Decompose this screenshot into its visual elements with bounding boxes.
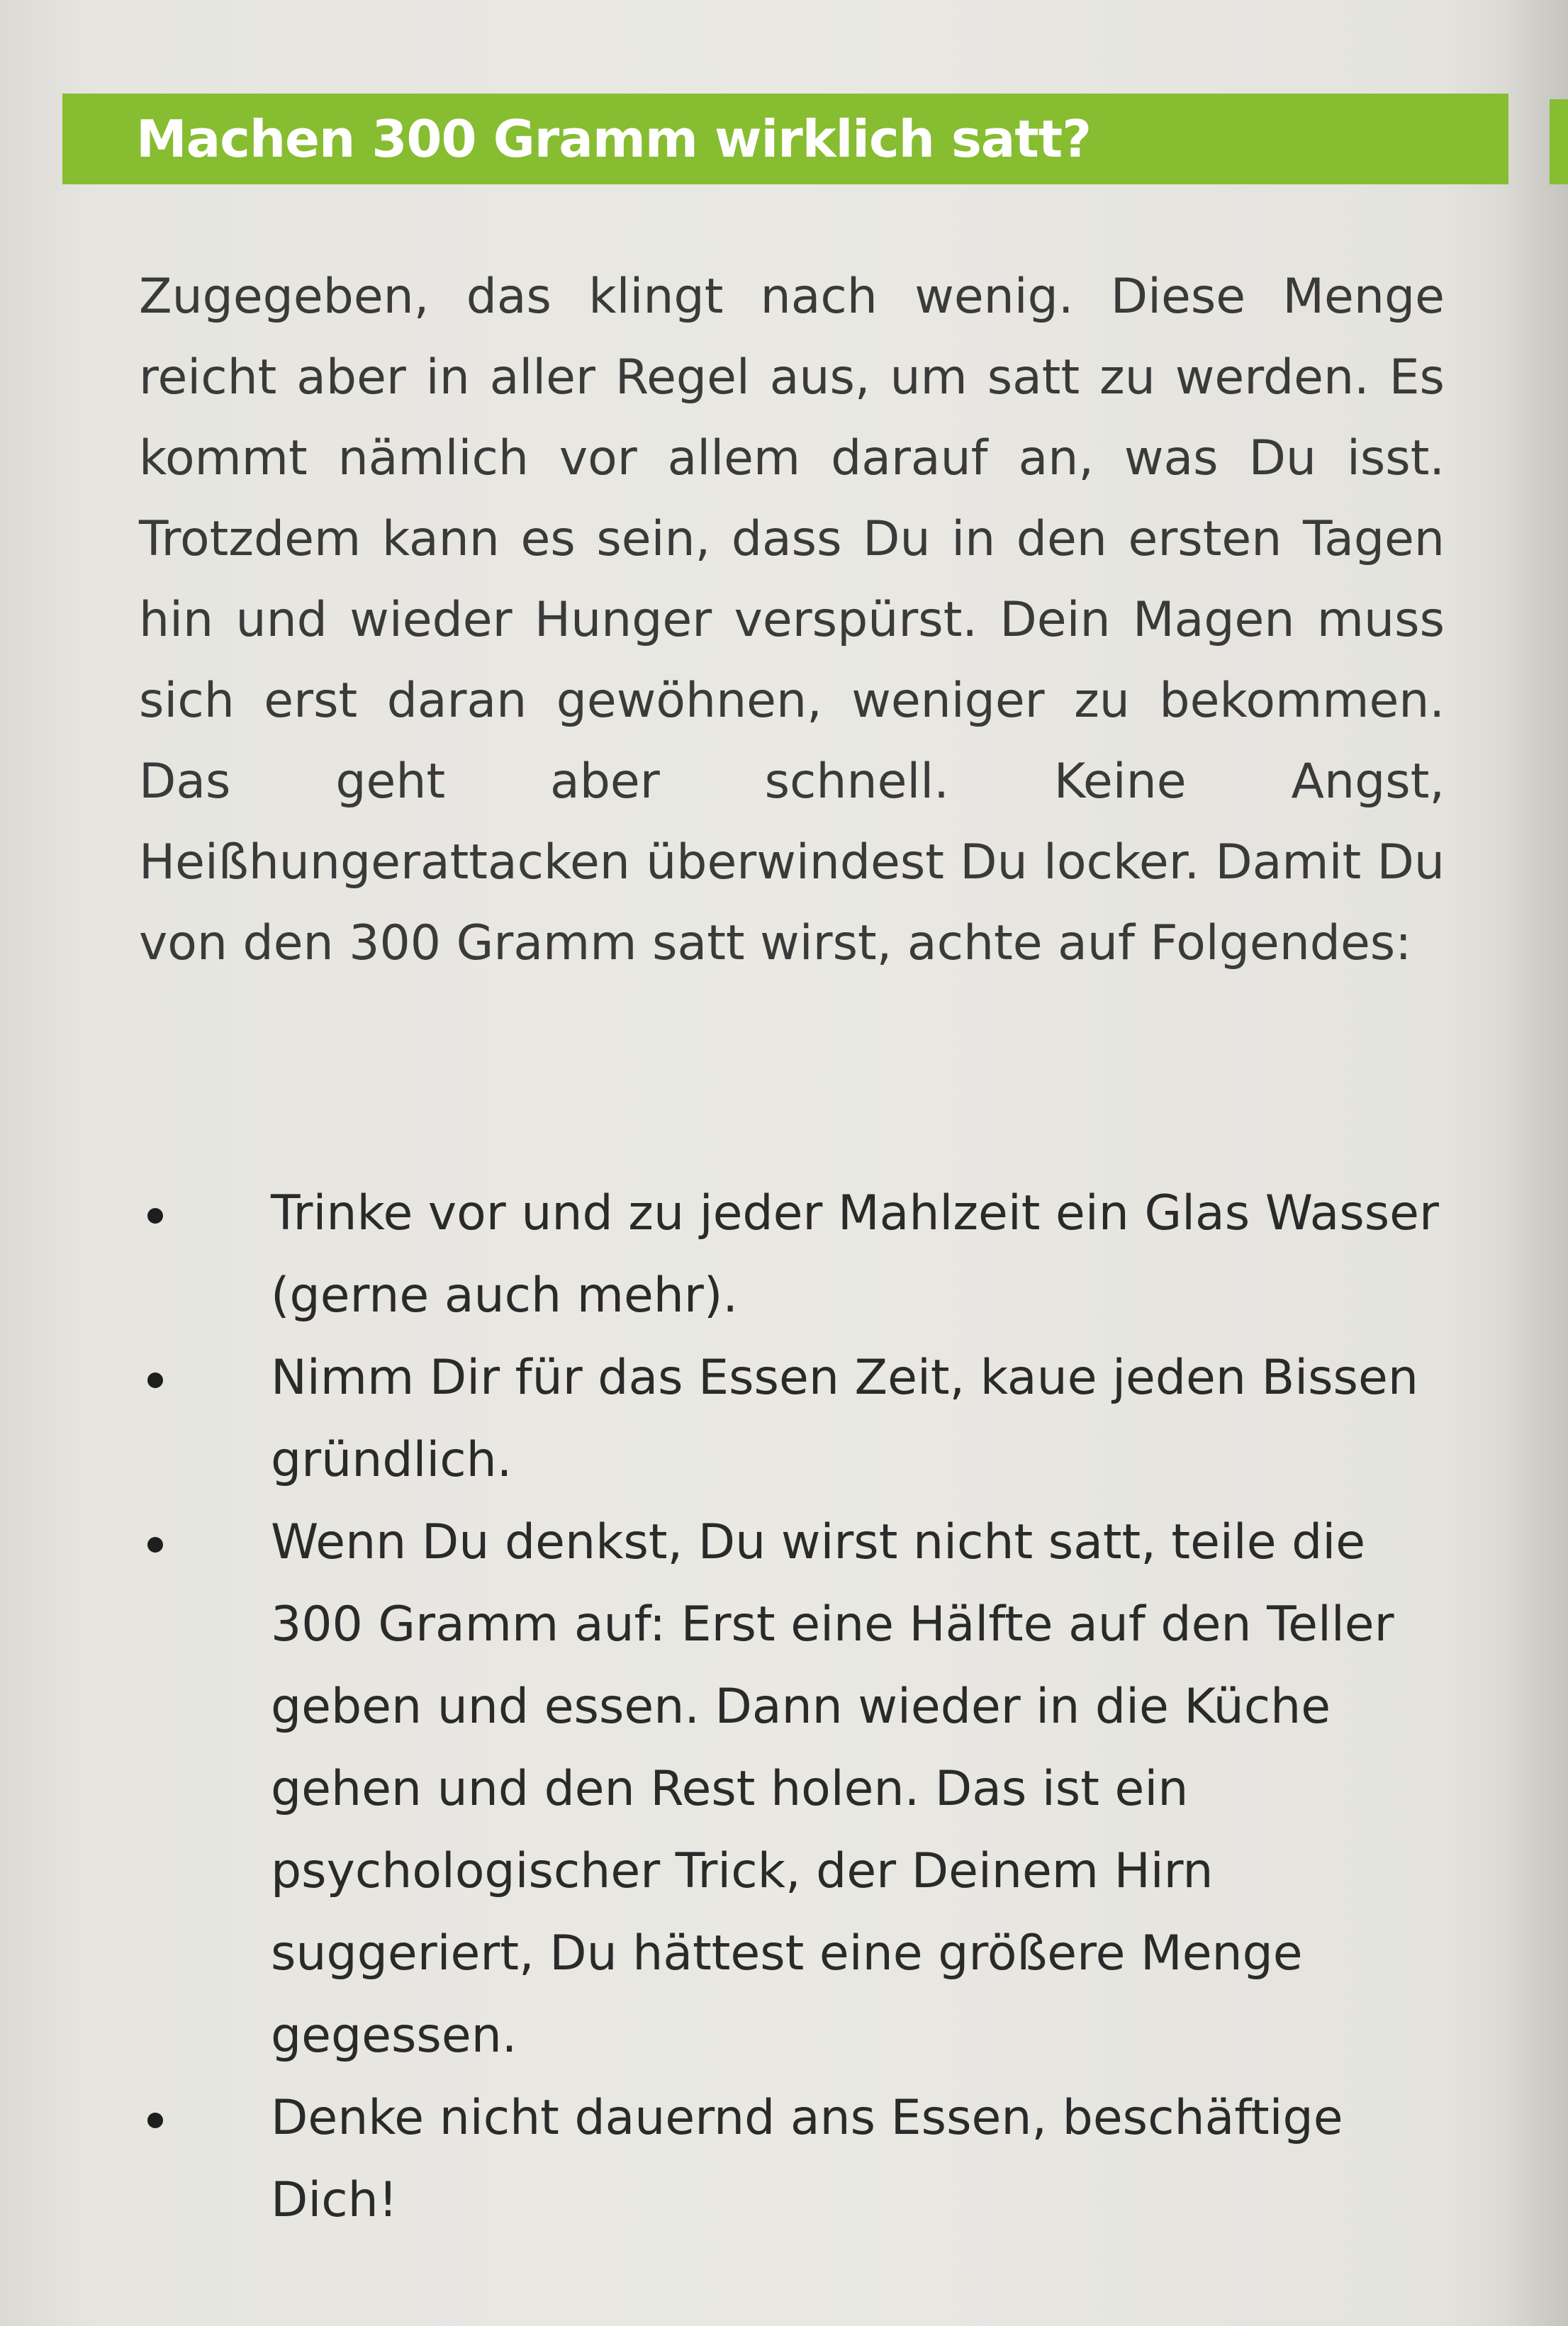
bullet-icon — [147, 1537, 163, 1553]
list-item-text: Denke nicht dauernd ans Essen, beschäftige Dich! — [271, 2090, 1343, 2228]
tips-list — [139, 1173, 1450, 2242]
list-item — [139, 1502, 1450, 2077]
bullet-icon — [147, 2113, 163, 2128]
adjacent-page-accent — [1550, 99, 1568, 184]
list-item-text: Trinke vor und zu jeder Mahlzeit ein Glas Wasser (gerne auch mehr). — [271, 1185, 1439, 1324]
list-item — [139, 2077, 1450, 2242]
list-item-text: Nimm Dir für das Essen Zeit, kaue jeden Bissen gründlich. — [271, 1350, 1418, 1488]
list-item — [139, 1337, 1450, 1502]
intro-paragraph: Zugegeben, das klingt nach wenig. Diese Menge reicht aber in aller Regel aus, um satt zu werden. Es kommt nämlich vor allem darauf an, was Du isst. Trotzdem kann es sein, dass Du in den ersten Tagen hin und wieder Hunger verspürst. Dein Magen muss sich erst daran gewöhnen, weniger zu bekommen. Das geht aber schnell. Keine Angst, Heißhungerattacken überwindest Du locker. Damit Du von den 300 Gramm satt wirst, achte auf Folgendes: — [139, 269, 1445, 971]
bullet-icon — [147, 1208, 163, 1224]
list-item — [139, 1173, 1450, 1337]
list-item-text: Wenn Du denkst, Du wirst nicht satt, teile die 300 Gramm auf: Erst eine Hälfte auf den Teller geben und essen. Dann wieder in die Küche gehen und den Rest holen. Das ist ein psychologischer Trick, der Deinem Hirn suggeriert, Du hättest eine größere Menge gegessen. — [271, 1514, 1394, 2064]
page-edge-shadow — [1504, 0, 1568, 2326]
section-title: Machen 300 Gramm wirklich satt? — [136, 109, 1091, 169]
bullet-icon — [147, 1372, 163, 1388]
section-header-bar — [62, 94, 1508, 184]
